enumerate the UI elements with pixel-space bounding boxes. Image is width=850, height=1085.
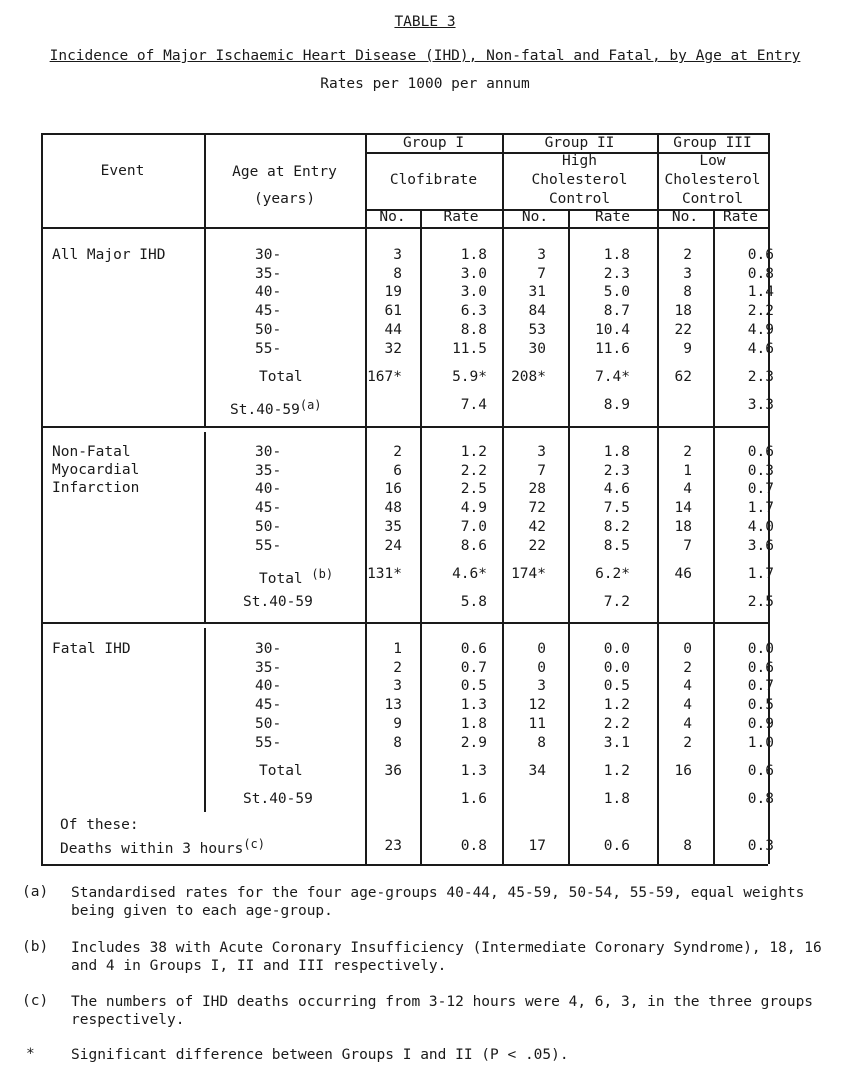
event-label: Fatal IHD bbox=[52, 641, 131, 657]
table-cell: 7.5 bbox=[603, 500, 630, 517]
table-title: Incidence of Major Ischaemic Heart Disease (IHD), Non-fatal and Fatal, by Age at Entry bbox=[49, 48, 801, 64]
table-cell: 4.9 bbox=[460, 500, 487, 517]
footnote-mark: * bbox=[26, 1046, 35, 1062]
table-cell: 48 bbox=[384, 500, 402, 517]
no-rate-divider bbox=[420, 209, 422, 864]
event-label: Non-Fatal bbox=[52, 444, 131, 460]
no-column-header: No. bbox=[379, 209, 406, 225]
event-column-header: Event bbox=[100, 163, 145, 179]
table-cell: 2 bbox=[393, 444, 402, 460]
event-label: Myocardial bbox=[52, 462, 140, 478]
age-band: 45- bbox=[255, 303, 282, 320]
table-cell: 1.2 bbox=[460, 444, 487, 460]
table-cell: 2 bbox=[393, 659, 402, 676]
table-cell: 3.0 bbox=[460, 284, 487, 301]
table-cell: 28 bbox=[528, 481, 546, 498]
table-cell: 11 bbox=[528, 715, 546, 732]
table-cell: 8 bbox=[683, 284, 692, 301]
table-cell: 0.3 bbox=[747, 462, 774, 479]
table-cell: 0.9 bbox=[747, 715, 774, 732]
table-cell: 0.8 bbox=[747, 791, 774, 807]
footnote-marker: (c) bbox=[243, 837, 266, 851]
table-cell: 0.6 bbox=[747, 247, 774, 263]
table-cell: 72 bbox=[528, 500, 546, 517]
table-cell: 9 bbox=[393, 715, 402, 732]
table-cell: 131* bbox=[367, 566, 402, 582]
table-cell: 1 bbox=[683, 462, 692, 479]
footnote-marker: (a) bbox=[299, 398, 322, 412]
table-cell: 0.5 bbox=[747, 697, 774, 714]
table-subtitle: Rates per 1000 per annum bbox=[320, 76, 530, 92]
table-cell: 1.4 bbox=[747, 284, 774, 301]
table-cell: 1.6 bbox=[460, 791, 487, 807]
table-cell: 0.8 bbox=[747, 265, 774, 282]
table-cell: 17 bbox=[528, 838, 546, 854]
total-label-text: Total bbox=[259, 369, 303, 385]
table-cell: 2 bbox=[683, 659, 692, 676]
age-band: 35- bbox=[255, 462, 282, 479]
table-cell: 1.7 bbox=[747, 566, 774, 582]
table-cell: 2.2 bbox=[603, 715, 630, 732]
table-left-border bbox=[41, 133, 43, 864]
table-cell: 3 bbox=[393, 247, 402, 263]
age-band: 50- bbox=[255, 715, 282, 732]
table-cell: 1.0 bbox=[747, 734, 774, 751]
table-cell: 1.8 bbox=[603, 247, 630, 263]
table-cell: 174* bbox=[511, 566, 546, 582]
section-border bbox=[41, 622, 768, 624]
no-column-header: No. bbox=[521, 209, 549, 225]
table-cell: 2.5 bbox=[747, 594, 774, 610]
table-cell: 8.8 bbox=[460, 321, 487, 338]
table-cell: 12 bbox=[528, 697, 546, 714]
table-cell: 1.8 bbox=[460, 715, 487, 732]
table-cell: 0.6 bbox=[747, 659, 774, 676]
table-cell: 3 bbox=[537, 444, 546, 460]
rate-column-header: Rate bbox=[443, 209, 479, 225]
table-cell: 11.6 bbox=[595, 340, 630, 357]
table-cell: 4.0 bbox=[747, 518, 774, 535]
table-cell: 22 bbox=[674, 321, 692, 338]
table-cell: 7 bbox=[537, 462, 546, 479]
table-cell: 5.0 bbox=[603, 284, 630, 301]
table-cell: 19 bbox=[384, 284, 402, 301]
table-cell: 31 bbox=[528, 284, 546, 301]
table-cell: 1 bbox=[393, 641, 402, 657]
age-band: 45- bbox=[255, 697, 282, 714]
table-cell: 167* bbox=[367, 369, 402, 385]
table-cell: 42 bbox=[528, 518, 546, 535]
table-cell: 16 bbox=[384, 481, 402, 498]
rate-column-header: Rate bbox=[723, 209, 758, 225]
total-label bbox=[259, 368, 303, 386]
table-cell: 4 bbox=[683, 678, 692, 695]
table-label: TABLE 3 bbox=[394, 14, 456, 30]
table-cell: 8 bbox=[683, 838, 692, 854]
table-cell: 2.3 bbox=[603, 265, 630, 282]
footnote-text: Standardised rates for the four age-groups 40-44, 45-59, 50-54, 55-59, equal weights being given to each age-group. bbox=[71, 885, 805, 919]
table-cell: 30 bbox=[528, 340, 546, 357]
table-cell: 10.4 bbox=[595, 321, 630, 338]
footnote-mark: (c) bbox=[22, 993, 49, 1009]
table-cell: 22 bbox=[528, 537, 546, 554]
table-cell: 2.5 bbox=[460, 481, 487, 498]
age-band: 55- bbox=[255, 340, 282, 357]
table-cell: 8.2 bbox=[603, 518, 630, 535]
table-cell: 1.8 bbox=[603, 791, 630, 807]
table-cell: 1.7 bbox=[747, 500, 774, 517]
table-cell: 0.6 bbox=[747, 763, 774, 779]
age-band: 30- bbox=[255, 444, 282, 460]
group-description: Clofibrate bbox=[389, 172, 478, 188]
age-column-units: (years) bbox=[253, 191, 316, 207]
table-cell: 0.3 bbox=[747, 838, 774, 854]
table-cell: 61 bbox=[384, 303, 402, 320]
table-cell: 4.6* bbox=[452, 566, 487, 582]
group-name: Group II bbox=[544, 135, 615, 151]
group-description: Control bbox=[548, 191, 611, 207]
table-cell: 4 bbox=[683, 481, 692, 498]
table-cell: 16 bbox=[674, 763, 692, 779]
table-cell: 8.6 bbox=[460, 537, 487, 554]
table-cell: 8.7 bbox=[603, 303, 630, 320]
table-cell: 4.6 bbox=[747, 340, 774, 357]
total-label-text: Total bbox=[259, 763, 303, 779]
table-cell: 7 bbox=[683, 537, 692, 554]
table-cell: 0.0 bbox=[603, 659, 630, 676]
table-cell: 18 bbox=[674, 518, 692, 535]
standardised-label bbox=[243, 593, 313, 611]
age-band: 35- bbox=[255, 659, 282, 676]
standardised-label-text: St.40-59 bbox=[243, 594, 313, 610]
table-bottom-border bbox=[41, 864, 768, 866]
age-band: 50- bbox=[255, 518, 282, 535]
table-cell: 8.9 bbox=[603, 397, 630, 413]
table-cell: 35 bbox=[384, 518, 402, 535]
table-cell: 53 bbox=[528, 321, 546, 338]
table-cell: 2.3 bbox=[603, 462, 630, 479]
table-cell: 11.5 bbox=[452, 340, 487, 357]
standardised-label-text: St.40-59 bbox=[243, 791, 313, 807]
table-cell: 7.2 bbox=[603, 594, 630, 610]
table-cell: 2 bbox=[683, 734, 692, 751]
total-label bbox=[259, 762, 303, 780]
table-cell: 3.0 bbox=[460, 265, 487, 282]
event-label: Infarction bbox=[52, 480, 140, 496]
column-divider bbox=[204, 628, 206, 812]
table-cell: 3.1 bbox=[603, 734, 630, 751]
table-cell: 7.4* bbox=[595, 369, 630, 385]
header-bottom-border bbox=[41, 227, 768, 229]
table-cell: 8 bbox=[537, 734, 546, 751]
table-cell: 2.3 bbox=[747, 369, 774, 385]
age-band: 40- bbox=[255, 678, 282, 695]
table-cell: 13 bbox=[384, 697, 402, 714]
table-cell: 8 bbox=[393, 265, 402, 282]
table-cell: 0.7 bbox=[460, 659, 487, 676]
age-band: 55- bbox=[255, 734, 282, 751]
table-cell: 0.7 bbox=[747, 678, 774, 695]
age-band: 30- bbox=[255, 247, 282, 263]
table-cell: 0.5 bbox=[460, 678, 487, 695]
table-cell: 1.3 bbox=[460, 697, 487, 714]
age-band: 55- bbox=[255, 537, 282, 554]
table-cell: 24 bbox=[384, 537, 402, 554]
table-cell: 5.9* bbox=[452, 369, 487, 385]
table-cell: 9 bbox=[683, 340, 692, 357]
footnote-text: Significant difference between Groups I and II (P < .05). bbox=[71, 1047, 569, 1063]
age-column-header: Age at Entry bbox=[232, 164, 337, 180]
deaths-label bbox=[60, 835, 265, 858]
age-band: 35- bbox=[255, 265, 282, 282]
table-cell: 1.2 bbox=[603, 697, 630, 714]
footnote-mark: (b) bbox=[22, 939, 49, 955]
table-cell: 4.6 bbox=[603, 481, 630, 498]
table-cell: 0.8 bbox=[460, 838, 487, 854]
group-description: High bbox=[562, 153, 597, 169]
table-cell: 7.4 bbox=[460, 397, 487, 413]
group-name: Group I bbox=[402, 135, 465, 151]
table-cell: 34 bbox=[528, 763, 546, 779]
table-cell: 0.6 bbox=[460, 641, 487, 657]
table-cell: 2 bbox=[683, 444, 692, 460]
table-cell: 2.2 bbox=[460, 462, 487, 479]
table-cell: 2.2 bbox=[747, 303, 774, 320]
table-cell: 5.8 bbox=[460, 594, 487, 610]
table-cell: 0.7 bbox=[747, 481, 774, 498]
group-description: Cholesterol bbox=[664, 172, 761, 188]
table-cell: 0 bbox=[537, 641, 546, 657]
no-column-header: No. bbox=[671, 209, 699, 225]
table-cell: 8 bbox=[393, 734, 402, 751]
standardised-label bbox=[243, 790, 313, 808]
table-cell: 208* bbox=[511, 369, 546, 385]
table-cell: 0.6 bbox=[603, 838, 630, 854]
table-cell: 0 bbox=[683, 641, 692, 657]
age-band: 40- bbox=[255, 284, 282, 301]
table-cell: 3.6 bbox=[747, 537, 774, 554]
table-cell: 4 bbox=[683, 697, 692, 714]
table-cell: 36 bbox=[384, 763, 402, 779]
total-label-text: Total bbox=[259, 571, 303, 587]
group-description: Cholesterol bbox=[531, 172, 628, 188]
table-cell: 2 bbox=[683, 247, 692, 263]
table-cell: 8.5 bbox=[603, 537, 630, 554]
table-cell: 3.3 bbox=[747, 397, 774, 413]
table-cell: 0 bbox=[537, 659, 546, 676]
table-cell: 32 bbox=[384, 340, 402, 357]
table-cell: 6 bbox=[393, 462, 402, 479]
standardised-label-text: St.40-59 bbox=[230, 402, 300, 418]
table-cell: 1.8 bbox=[603, 444, 630, 460]
group-description: Low bbox=[699, 153, 726, 169]
footnote-marker: (b) bbox=[311, 567, 334, 581]
table-cell: 23 bbox=[384, 838, 402, 854]
table-cell: 44 bbox=[384, 321, 402, 338]
table-cell: 3 bbox=[537, 247, 546, 263]
table-cell: 3 bbox=[393, 678, 402, 695]
table-cell: 62 bbox=[674, 369, 692, 385]
footnote-text: The numbers of IHD deaths occurring from 3-12 hours were 4, 6, 3, in the three groups respectively. bbox=[71, 994, 814, 1028]
table-cell: 1.2 bbox=[603, 763, 630, 779]
rate-column-header: Rate bbox=[595, 209, 630, 225]
footnote-mark: (a) bbox=[22, 884, 49, 900]
standardised-label bbox=[230, 396, 322, 419]
table-cell: 7 bbox=[537, 265, 546, 282]
section-border bbox=[41, 426, 768, 428]
age-band: 45- bbox=[255, 500, 282, 517]
table-cell: 3 bbox=[537, 678, 546, 695]
table-cell: 2.9 bbox=[460, 734, 487, 751]
deaths-label: Of these: bbox=[60, 817, 139, 833]
column-divider bbox=[204, 432, 206, 622]
table-cell: 14 bbox=[674, 500, 692, 517]
table-cell: 4 bbox=[683, 715, 692, 732]
total-label bbox=[259, 565, 333, 588]
table-cell: 84 bbox=[528, 303, 546, 320]
age-band: 50- bbox=[255, 321, 282, 338]
table-cell: 6.3 bbox=[460, 303, 487, 320]
group-description: Control bbox=[681, 191, 744, 207]
table-cell: 0.0 bbox=[603, 641, 630, 657]
table-cell: 46 bbox=[674, 566, 692, 582]
table-cell: 0.6 bbox=[747, 444, 774, 460]
table-cell: 3 bbox=[683, 265, 692, 282]
age-band: 40- bbox=[255, 481, 282, 498]
table-cell: 6.2* bbox=[595, 566, 630, 582]
table-cell: 0.5 bbox=[603, 678, 630, 695]
table-cell: 0.0 bbox=[747, 641, 774, 657]
group-name: Group III bbox=[673, 135, 752, 151]
footnote-text: Includes 38 with Acute Coronary Insufficiency (Intermediate Coronary Syndrome), 18, 16 and 4 in Groups I, II and III respectively. bbox=[71, 940, 822, 974]
event-label: All Major IHD bbox=[52, 247, 166, 263]
deaths-label-text: Deaths within 3 hours bbox=[60, 841, 244, 857]
age-band: 30- bbox=[255, 641, 282, 657]
table-cell: 18 bbox=[674, 303, 692, 320]
table-cell: 4.9 bbox=[747, 321, 774, 338]
table-cell: 1.3 bbox=[460, 763, 487, 779]
table-cell: 7.0 bbox=[460, 518, 487, 535]
table-cell: 1.8 bbox=[460, 247, 487, 263]
